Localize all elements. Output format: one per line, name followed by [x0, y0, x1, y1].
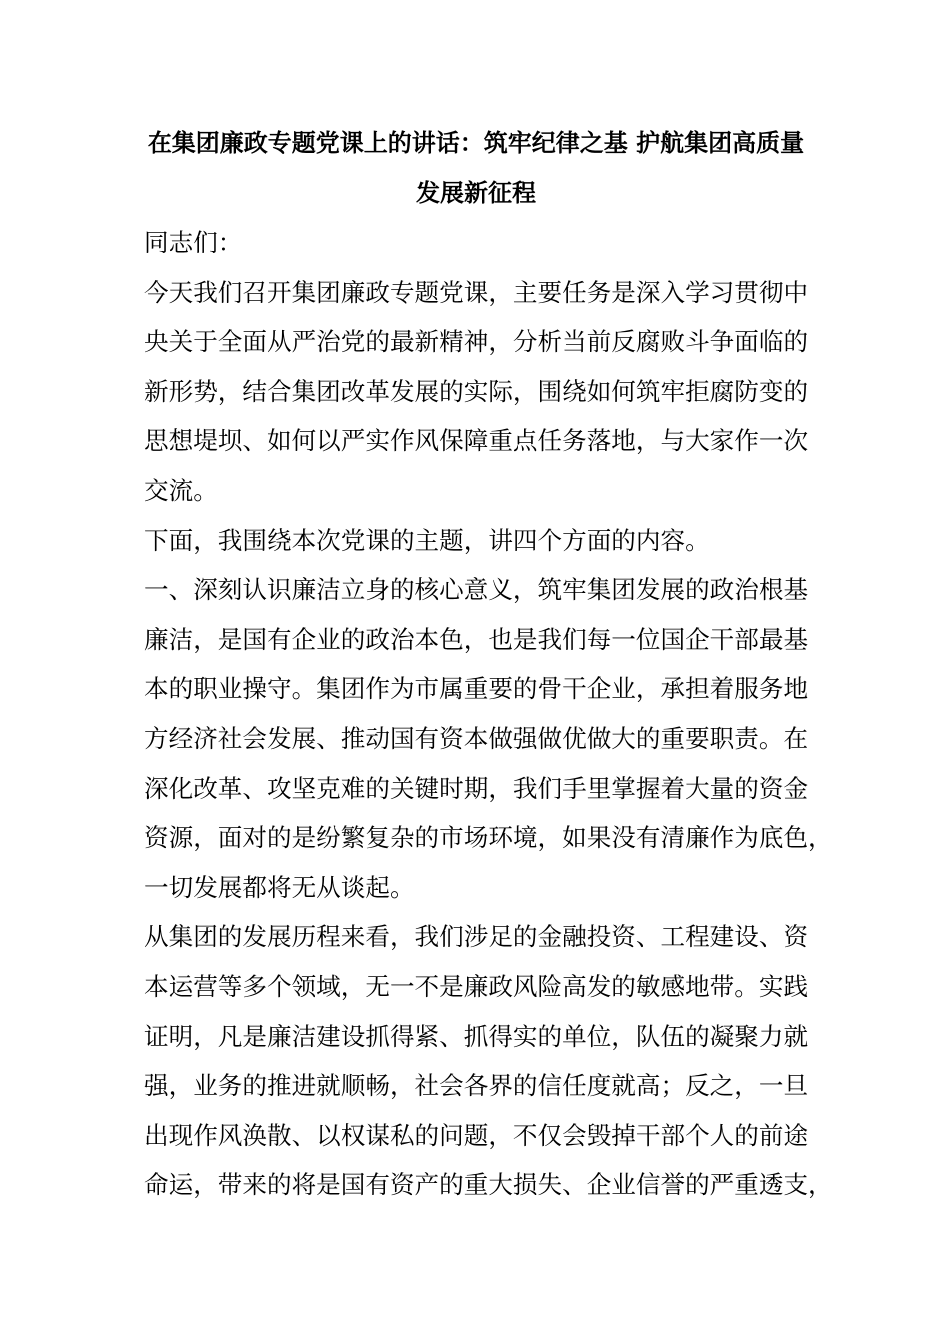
paragraph-line: 交流。	[144, 475, 218, 505]
paragraph-line: 方经济社会发展、推动国有资本做强做优做大的重要职责。在	[144, 723, 809, 753]
paragraph-line: 新形势，结合集团改革发展的实际，围绕如何筑牢拒腐防变的	[144, 376, 809, 406]
paragraph-line: 证明，凡是廉洁建设抓得紧、抓得实的单位，队伍的凝聚力就	[144, 1021, 809, 1051]
body-paragraph	[144, 912, 833, 1210]
paragraph-line: 同志们：	[144, 228, 243, 257]
paragraph-line: 央关于全面从严治党的最新精神，分析当前反腐败斗争面临的	[144, 327, 809, 357]
paragraph-line: 思想堤坝、如何以严实作风保障重点任务落地，与大家作一次	[144, 426, 809, 456]
paragraph-line: 下面，我围绕本次党课的主题，讲四个方面的内容。	[144, 525, 710, 555]
paragraph-line: 深化改革、攻坚克难的关键时期，我们手里掌握着大量的资金	[144, 773, 809, 803]
paragraph-line: 命运，带来的将是国有资产的重大损失、企业信誉的严重透支，	[144, 1170, 833, 1200]
body-paragraph	[144, 615, 833, 913]
outline-paragraph	[144, 516, 808, 566]
section-heading-text: 一、深刻认识廉洁立身的核心意义，筑牢集团发展的政治根基	[144, 575, 809, 605]
paragraph-line: 本的职业操守。集团作为市属重要的骨干企业，承担着服务地	[144, 674, 809, 704]
title-line: 在集团廉政专题党课上的讲话：筑牢纪律之基 护航集团高质量	[147, 129, 805, 157]
document-body	[144, 118, 833, 1210]
paragraph-line: 资源，面对的是纷繁复杂的市场环境，如果没有清廉作为底色，	[144, 823, 833, 853]
intro-paragraph	[144, 268, 808, 516]
section-heading	[144, 565, 808, 615]
paragraph-line: 从集团的发展历程来看，我们涉足的金融投资、工程建设、资	[144, 922, 809, 952]
paragraph-line: 本运营等多个领域，无一不是廉政风险高发的敏感地带。实践	[144, 971, 809, 1001]
document-title	[144, 118, 808, 218]
paragraph-line: 一切发展都将无从谈起。	[144, 872, 415, 902]
paragraph-line: 强，业务的推进就顺畅，社会各界的信任度就高；反之，一旦	[144, 1071, 809, 1101]
title-line: 发展新征程	[416, 179, 536, 207]
paragraph-line: 出现作风涣散、以权谋私的问题，不仅会毁掉干部个人的前途	[144, 1120, 809, 1150]
salutation-paragraph	[144, 218, 808, 268]
paragraph-line: 今天我们召开集团廉政专题党课，主要任务是深入学习贯彻中	[144, 277, 809, 307]
paragraph-line: 廉洁，是国有企业的政治本色，也是我们每一位国企干部最基	[144, 624, 809, 654]
